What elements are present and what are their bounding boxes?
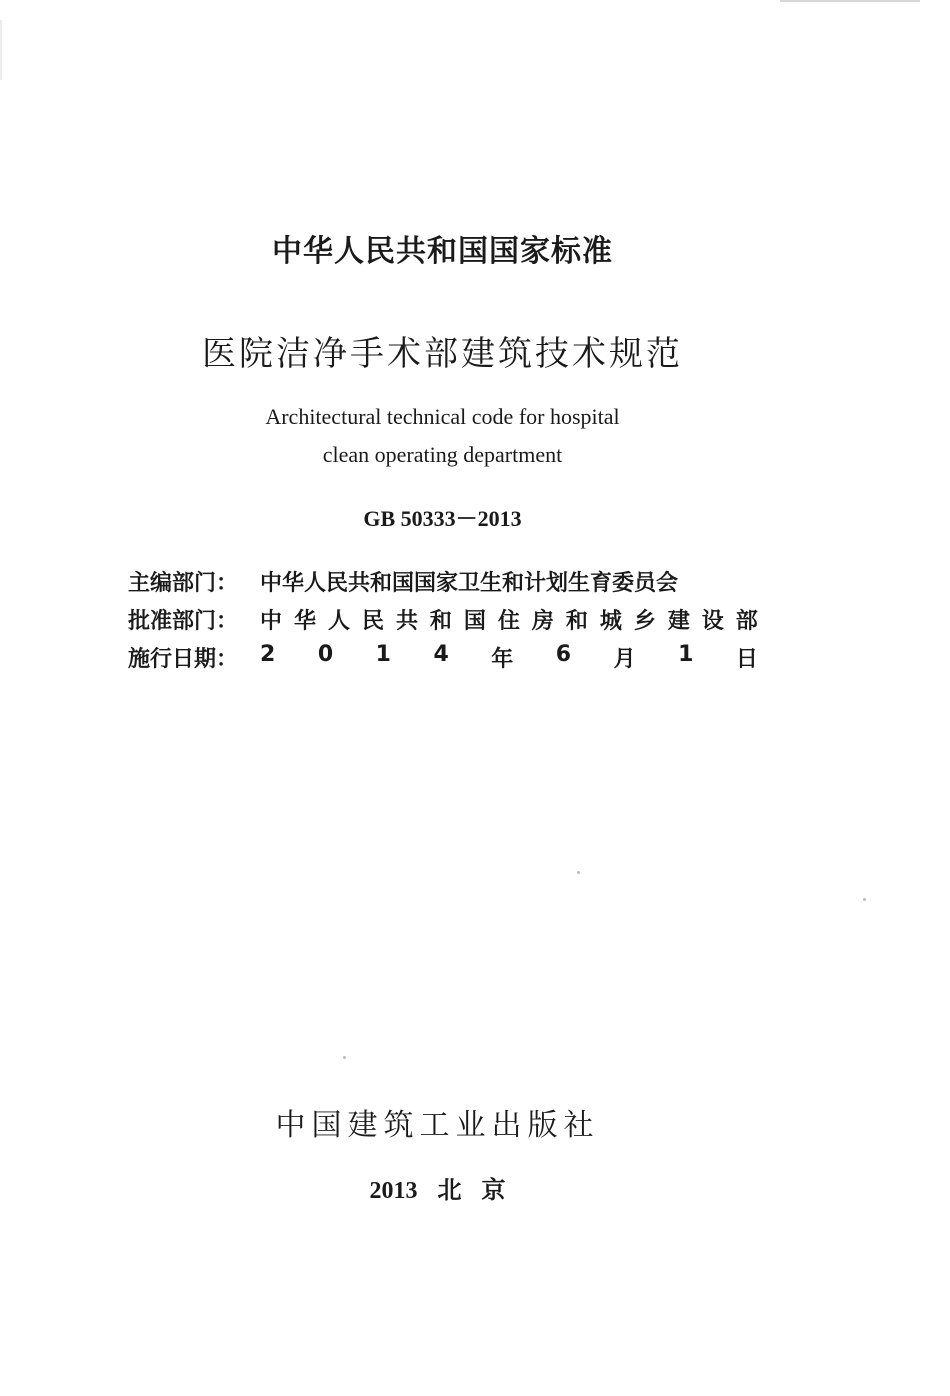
approver-char: 建 (667, 608, 690, 634)
date-char: 年 (491, 646, 514, 672)
meta-block (128, 562, 758, 676)
meta-row-date (128, 638, 758, 676)
editor-value: 中华人民共和国国家卫生和计划生育委员会 (260, 570, 679, 596)
approver-char: 住 (497, 608, 520, 634)
approver-char: 城 (599, 608, 622, 634)
date-char: 1 (375, 641, 391, 667)
approver-char: 乡 (633, 608, 656, 634)
standard-code-number: GB 50333－2013 (363, 506, 522, 531)
approver-char: 共 (395, 608, 418, 634)
date-char: 日 (735, 646, 758, 672)
scan-speck (577, 871, 580, 874)
approver-char: 国 (463, 608, 486, 634)
date-char: 6 (555, 641, 572, 667)
approver-char: 设 (701, 608, 724, 634)
approver-char: 人 (327, 608, 350, 634)
approver-char: 民 (361, 608, 384, 634)
title-english-line-2: clean operating department (322, 442, 563, 467)
date-char: 月 (613, 646, 636, 672)
scan-speck (863, 898, 866, 901)
scan-speck (343, 1056, 346, 1059)
approver-char: 和 (565, 608, 588, 634)
scan-artifact (780, 0, 920, 2)
publisher-name: 中国建筑工业出版社 (275, 1108, 600, 1143)
meta-row-approver (128, 600, 758, 638)
editor-label: 主编部门： (128, 570, 239, 596)
approver-label: 批准部门： (128, 608, 239, 634)
date-char: 4 (433, 641, 449, 667)
date-label: 施行日期： (128, 646, 239, 672)
standard-series-heading: 中华人民共和国国家标准 (272, 234, 613, 269)
approver-value (260, 604, 758, 635)
date-value (260, 642, 758, 673)
approver-char: 华 (293, 608, 316, 634)
date-char: 2 (260, 641, 276, 667)
publication-year-place: 2013 北 京 (369, 1178, 506, 1204)
title-english (0, 398, 885, 474)
approver-char: 和 (429, 608, 452, 634)
approver-char: 部 (735, 608, 758, 634)
title-english-line-1: Architectural technical code for hospital (265, 404, 620, 429)
meta-row-editor (128, 562, 758, 600)
approver-char: 房 (531, 608, 554, 634)
scan-artifact (0, 20, 2, 80)
title-chinese: 医院洁净手术部建筑技术规范 (202, 334, 683, 374)
date-char: 0 (317, 641, 334, 667)
approver-char: 中 (260, 608, 283, 634)
date-char: 1 (678, 641, 694, 667)
